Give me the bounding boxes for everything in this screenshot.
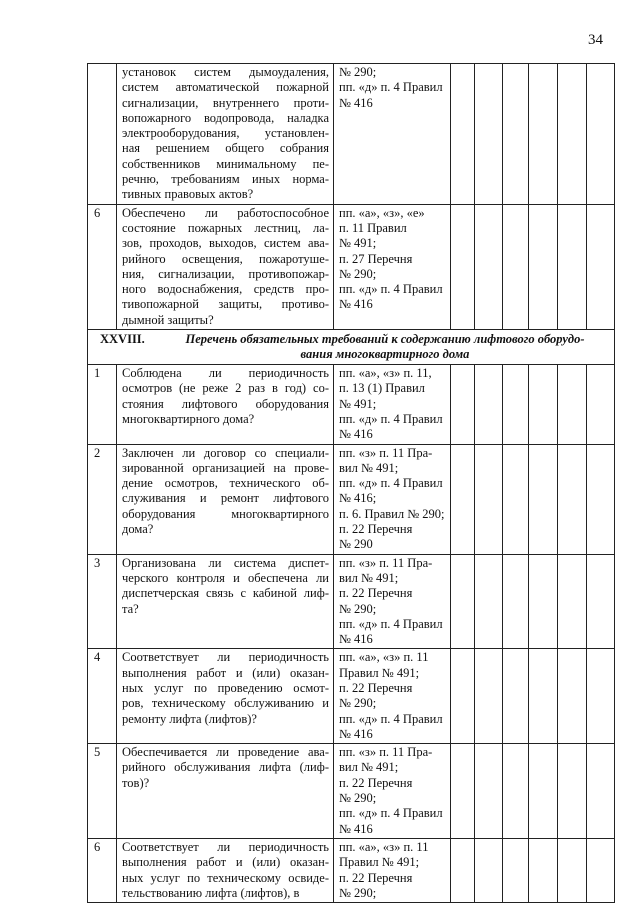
answer-cell <box>451 554 475 649</box>
answer-cell <box>475 649 503 744</box>
answer-cell <box>587 64 615 205</box>
answer-cell <box>475 365 503 444</box>
text-line: пп. «а», «з» п. 11, <box>339 366 432 381</box>
text-line: № 416 <box>339 821 373 836</box>
text-line: Заключен ли договор со специали- <box>122 445 329 460</box>
table-row <box>88 838 615 902</box>
answer-cell <box>475 838 503 902</box>
text-line: № 290; <box>339 791 377 806</box>
text-line: пп. «д» п. 4 Правил <box>339 711 443 726</box>
text-line: пп. «а», «з» п. 11 <box>339 650 429 665</box>
text-line: пп. «д» п. 4 Правил <box>339 806 443 821</box>
text-line: ремонту лифта (лифтов)? <box>122 711 257 726</box>
text-line: вопожарного водопровода, наладка <box>122 110 329 125</box>
answer-cell <box>529 554 558 649</box>
answer-cell <box>529 838 558 902</box>
text-line: состояние пожарных лестниц, ла- <box>122 220 329 235</box>
text-line: электрооборудования, установлен- <box>122 126 329 141</box>
text-line: п. 22 Перечня <box>339 586 413 601</box>
row-number-cell: 6 <box>88 838 117 902</box>
answer-cell <box>558 649 587 744</box>
answer-cell <box>587 838 615 902</box>
text-line: ная решением общего собрания <box>122 141 329 156</box>
text-line: оборудования многоквартирного <box>122 506 329 521</box>
text-line: № 416 <box>339 726 373 741</box>
answer-cell <box>451 649 475 744</box>
answer-cell <box>529 649 558 744</box>
text-line: Обеспечено ли работоспособное <box>122 205 329 220</box>
table-row-fire-safety <box>88 204 615 329</box>
reference-cell <box>334 649 451 744</box>
text-line: п. 22 Перечня <box>339 680 413 695</box>
answer-cell <box>451 444 475 554</box>
text-line: собственников минимальному пе- <box>122 156 329 171</box>
table-row <box>88 744 615 839</box>
answer-cell <box>503 649 529 744</box>
answer-cell <box>503 204 529 329</box>
text-line: № 290 <box>339 537 373 552</box>
text-line: № 290; <box>339 885 377 900</box>
table-row-continuation <box>88 64 615 205</box>
text-line: стояния лифтового оборудования <box>122 396 329 411</box>
text-line: пп. «з» п. 11 Пра- <box>339 555 433 570</box>
row-number-cell: 3 <box>88 554 117 649</box>
text-line: Соблюдена ли периодичность <box>122 366 329 381</box>
table-row <box>88 365 615 444</box>
text-line: пп. «а», «з» п. 11 <box>339 839 429 854</box>
answer-cell <box>475 744 503 839</box>
text-line: дома? <box>122 522 154 537</box>
question-cell <box>117 838 334 902</box>
answer-cell <box>587 554 615 649</box>
answer-cell <box>451 365 475 444</box>
text-line: пп. «д» п. 4 Правил <box>339 282 443 297</box>
text-line: пп. «д» п. 4 Правил <box>339 411 443 426</box>
answer-cell <box>451 204 475 329</box>
text-line: № 290; <box>339 601 377 616</box>
text-line: многоквартирного дома? <box>122 411 255 426</box>
answer-cell <box>529 204 558 329</box>
reference-cell <box>334 444 451 554</box>
text-line: служивания и ремонт лифтового <box>122 491 329 506</box>
answer-cell <box>503 365 529 444</box>
text-line: пп. «а», «з», «е» <box>339 205 425 220</box>
text-line: Обеспечивается ли проведение ава- <box>122 745 329 760</box>
text-line: зированной организацией на прове- <box>122 460 329 475</box>
text-line: тельствованию лифта (лифтов), в <box>122 885 300 900</box>
row-number-cell: 5 <box>88 744 117 839</box>
text-line: п. 11 Правил <box>339 220 407 235</box>
text-line: вил № 491; <box>339 460 399 475</box>
text-line: пп. «д» п. 4 Правил <box>339 476 443 491</box>
text-line: зов, проходов, выходов, систем ава- <box>122 236 329 251</box>
text-line: пп. «з» п. 11 Пра- <box>339 745 433 760</box>
text-line: № 416 <box>339 427 373 442</box>
answer-cell <box>529 744 558 839</box>
text-line: осмотров (не реже 2 раз в год) со- <box>122 381 329 396</box>
page-number: 34 <box>588 32 603 48</box>
answer-cell <box>558 744 587 839</box>
reference-cell <box>334 64 451 205</box>
text-line: Соответствует ли периодичность <box>122 650 329 665</box>
text-line: ров, техническому обслуживанию и <box>122 696 329 711</box>
text-line: установок систем дымоудаления, <box>122 65 329 79</box>
reference-cell <box>334 838 451 902</box>
text-line: черского контроля и обеспечена ли <box>122 570 329 585</box>
text-line: № 290; <box>339 696 377 711</box>
question-cell <box>117 444 334 554</box>
text-line: систем автоматической пожарной <box>122 80 329 95</box>
answer-cell <box>558 554 587 649</box>
answer-cell <box>503 838 529 902</box>
text-line: Перечень обязательных требований к содержанию лифтового оборудо- <box>185 332 585 347</box>
question-cell <box>117 365 334 444</box>
text-line: ния, сигнализации, противопожар- <box>122 266 329 281</box>
text-line: Организована ли система диспет- <box>122 555 329 570</box>
question-cell <box>117 204 334 329</box>
text-line: № 416; <box>339 491 377 506</box>
text-line: ных услуг по проведению осмот- <box>122 680 329 695</box>
text-line: выполнения работ и (или) оказан- <box>122 855 329 870</box>
text-line: п. 13 (1) Правил <box>339 381 425 396</box>
answer-cell <box>451 744 475 839</box>
section-header-row <box>88 330 615 365</box>
section-header-cell <box>88 330 615 365</box>
answer-cell <box>503 554 529 649</box>
row-number-cell: 4 <box>88 649 117 744</box>
section-title <box>160 332 610 362</box>
answer-cell <box>587 744 615 839</box>
question-cell <box>117 554 334 649</box>
answer-cell <box>529 365 558 444</box>
reference-cell <box>334 554 451 649</box>
text-line: диспетчерская связь с кабиной лиф- <box>122 586 329 601</box>
text-line: пп. «д» п. 4 Правил <box>339 616 443 631</box>
text-line: № 416 <box>339 95 373 110</box>
text-line: тов)? <box>122 775 150 790</box>
text-line: дение осмотров, технического об- <box>122 476 329 491</box>
answer-cell <box>503 744 529 839</box>
answer-cell <box>475 64 503 205</box>
answer-cell <box>475 204 503 329</box>
answer-cell <box>529 64 558 205</box>
answer-cell <box>475 554 503 649</box>
table-row <box>88 444 615 554</box>
text-line: рийного обслуживания лифта (лиф- <box>122 760 329 775</box>
question-cell <box>117 64 334 205</box>
answer-cell <box>503 444 529 554</box>
text-line: п. 22 Перечня <box>339 775 413 790</box>
text-line: Соответствует ли периодичность <box>122 839 329 854</box>
text-line: выполнения работ и (или) оказан- <box>122 665 329 680</box>
section-code: XXVIII. <box>100 332 145 347</box>
answer-cell <box>451 64 475 205</box>
answer-cell <box>587 444 615 554</box>
text-line: № 491; <box>339 396 377 411</box>
question-cell <box>117 744 334 839</box>
text-line: та? <box>122 601 139 616</box>
reference-cell <box>334 204 451 329</box>
answer-cell <box>558 838 587 902</box>
requirements-table <box>87 63 615 903</box>
text-line: вания многоквартирного дома <box>300 347 470 362</box>
row-number-cell: 1 <box>88 365 117 444</box>
text-line: дымной защиты? <box>122 312 214 327</box>
answer-cell <box>558 64 587 205</box>
text-line: № 290; <box>339 65 377 79</box>
text-line: рийного освещения, пожаротуше- <box>122 251 329 266</box>
answer-cell <box>587 365 615 444</box>
text-line: п. 27 Перечня <box>339 251 413 266</box>
text-line: тивопожарной защиты, противо- <box>122 297 329 312</box>
row-number-cell <box>88 64 117 205</box>
reference-cell <box>334 365 451 444</box>
text-line: ного водоснабжения, средств про- <box>122 282 329 297</box>
text-line: п. 6. Правил № 290; <box>339 506 445 521</box>
answer-cell <box>558 444 587 554</box>
text-line: п. 22 Перечня <box>339 522 413 537</box>
row-number-cell: 2 <box>88 444 117 554</box>
text-line: вил № 491; <box>339 570 399 585</box>
text-line: № 290; <box>339 266 377 281</box>
text-line: ных услуг по техническому освиде- <box>122 870 329 885</box>
question-cell <box>117 649 334 744</box>
table-row <box>88 554 615 649</box>
requirements-table-sheet <box>87 63 615 903</box>
text-line: тивных правовых актов? <box>122 187 254 202</box>
text-line: речню, требованиям иных норма- <box>122 172 329 187</box>
text-line: пп. «з» п. 11 Пра- <box>339 445 433 460</box>
text-line: Правил № 491; <box>339 665 420 680</box>
text-line: сигнализации, внутреннего проти- <box>122 95 329 110</box>
answer-cell <box>558 204 587 329</box>
text-line: № 416 <box>339 297 373 312</box>
text-line: № 491; <box>339 236 377 251</box>
row-number-cell: 6 <box>88 204 117 329</box>
answer-cell <box>503 64 529 205</box>
reference-cell <box>334 744 451 839</box>
text-line: пп. «д» п. 4 Правил <box>339 80 443 95</box>
answer-cell <box>451 838 475 902</box>
table-row <box>88 649 615 744</box>
text-line: № 416 <box>339 632 373 647</box>
answer-cell <box>587 649 615 744</box>
text-line: вил № 491; <box>339 760 399 775</box>
answer-cell <box>587 204 615 329</box>
answer-cell <box>529 444 558 554</box>
text-line: п. 22 Перечня <box>339 870 413 885</box>
text-line: Правил № 491; <box>339 855 420 870</box>
answer-cell <box>558 365 587 444</box>
answer-cell <box>475 444 503 554</box>
